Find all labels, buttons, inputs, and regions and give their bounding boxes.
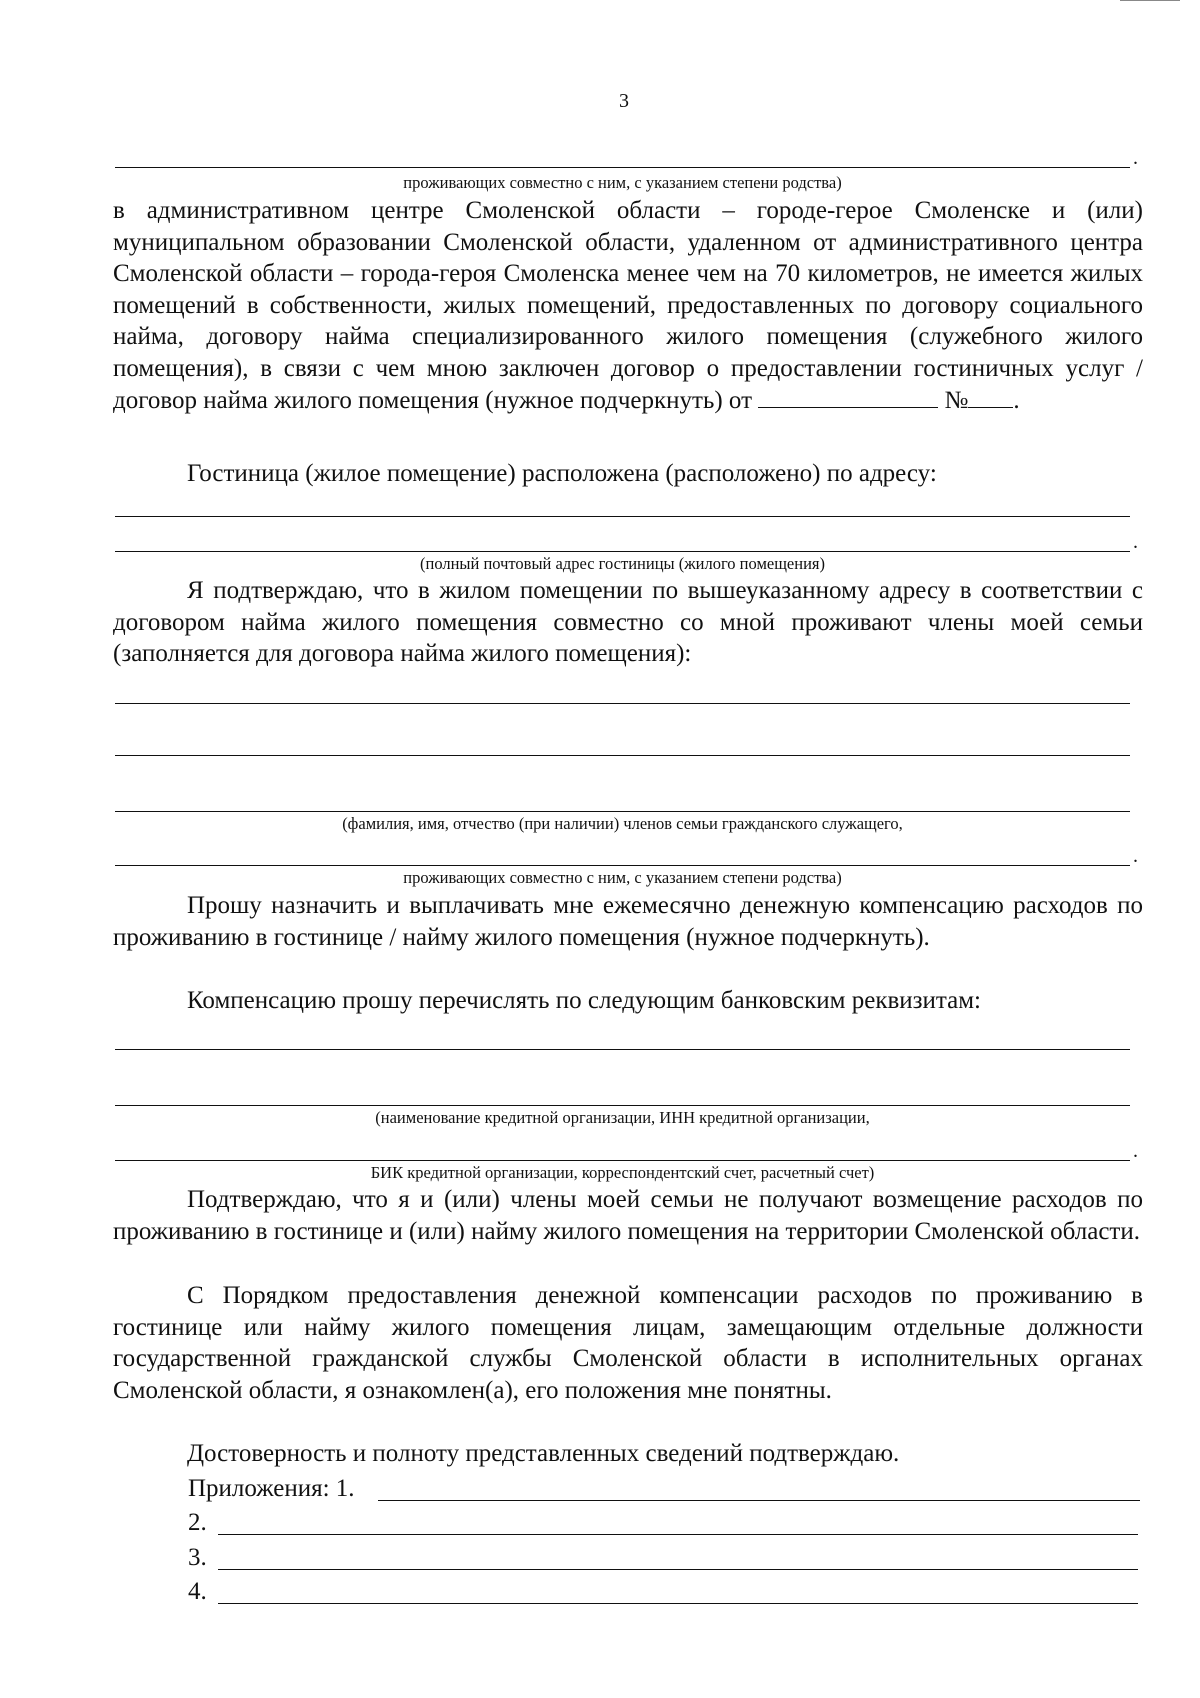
attachment-4-field[interactable] [218, 1603, 1138, 1604]
fill-line-family-3[interactable] [115, 811, 1130, 812]
paragraph-address: Гостиница (жилое помещение) расположена (расположено) по адресу: [187, 460, 937, 487]
paragraph-family-confirm: Я подтверждаю, что в жилом помещении по вышеуказанному адресу в соответствии с договором найма жилого помещения совместно со мной проживают члены моей семьи (заполняется для договора найма жилого помещения): [113, 577, 1143, 668]
paragraph-procedure-acknowledgement: С Порядком предоставления денежной компенсации расходов по проживанию в гостинице или найму жилого помещения лицам, замещающим отдельные должности государственной гражданской службы Смоленской области в исполнительных органах Смоленской области, я ознакомлен(а), его положения мне понятны. [113, 1282, 1143, 1404]
attachment-3-label: 3. [188, 1544, 207, 1571]
caption-bank-1: (наименование кредитной организации, ИНН кредитной организации, [375, 1108, 870, 1127]
paragraph-no-reimbursement: Подтверждаю, что я и (или) члены моей семьи не получают возмещение расходов по проживанию в гостинице и (или) найму жилого помещения на территории Смоленской области. [113, 1186, 1143, 1245]
paragraph-request: Прошу назначить и выплачивать мне ежемесячно денежную компенсацию расходов по проживанию в гостинице / найму жилого помещения (нужное подчеркнуть). [113, 892, 1143, 951]
contract-date-field[interactable] [758, 385, 938, 408]
caption-family-1: (фамилия, имя, отчество (при наличии) членов семьи гражданского служащего, [342, 814, 903, 833]
attachment-3-field[interactable] [218, 1569, 1138, 1570]
caption-relatives-top: проживающих совместно с ним, с указанием степени родства) [403, 173, 842, 192]
attachment-4 [188, 1577, 207, 1607]
attachment-4-label: 4. [188, 1578, 207, 1605]
paragraph-accuracy: Достоверность и полноту представленных сведений подтверждаю. [187, 1440, 900, 1467]
fill-line-address-2[interactable] [115, 551, 1130, 552]
paragraph-no-housing: в административном центре Смоленской области – городе-герое Смоленске и (или) муниципальном образовании Смоленской области, удаленном от административного центра Смоленской области – города-героя Смоленска менее чем на 70 километров, не имеется жилых помещений в собственности, жилых помещений, предоставленных по договору социального найма, договору найма специализированного жилого помещения (служебного жилого помещения), в связи с чем мною заключен договор о предоставлении гостиничных услуг / договор найма жилого помещения (нужное подчеркнуть) от № . [113, 197, 1143, 414]
fill-line-family-4[interactable] [115, 865, 1130, 866]
caption-address: (полный почтовый адрес гостиницы (жилого помещения) [420, 554, 825, 573]
attachment-2-label: 2. [188, 1509, 207, 1536]
attachment-1-label: Приложения: 1. [188, 1475, 355, 1502]
paragraph-no-housing-text: в административном центре Смоленской области – городе-герое Смоленске и (или) муниципальном образовании Смоленской области, удаленном от административного центра Смоленской области – города-героя Смоленска менее чем на 70 километров, не имеется жилых помещений в собственности, жилых помещений, предоставленных по договору социального найма, договору найма специализированного жилого помещения (служебного жилого помещения), в связи с чем мною заключен договор о предоставлении гостиничных услуг / договор найма жилого помещения (нужное подчеркнуть) от [113, 197, 1143, 414]
attachment-2 [188, 1508, 207, 1538]
fill-line-family-1[interactable] [115, 703, 1130, 704]
fill-line-bank-1[interactable] [115, 1049, 1130, 1050]
fill-line-family-2[interactable] [115, 755, 1130, 756]
fill-line-address-1[interactable] [115, 516, 1130, 517]
attachment-1 [188, 1474, 355, 1504]
fill-line-relatives[interactable] [115, 167, 1130, 168]
fill-line-bank-3[interactable] [115, 1160, 1130, 1161]
scan-edge-marks [1120, 0, 1180, 7]
fill-line-bank-2[interactable] [115, 1105, 1130, 1106]
attachment-1-field[interactable] [378, 1500, 1140, 1501]
contract-number-field[interactable] [968, 385, 1013, 408]
paragraph-bank: Компенсацию прошу перечислять по следующим банковским реквизитам: [187, 987, 981, 1014]
number-sign: № [944, 386, 969, 414]
attachment-3 [188, 1543, 207, 1573]
caption-family-2: проживающих совместно с ним, с указанием степени родства) [403, 868, 842, 887]
page-number: 3 [619, 90, 629, 112]
caption-bank-2: БИК кредитной организации, корреспондентский счет, расчетный счет) [370, 1163, 875, 1182]
attachment-2-field[interactable] [218, 1534, 1138, 1535]
